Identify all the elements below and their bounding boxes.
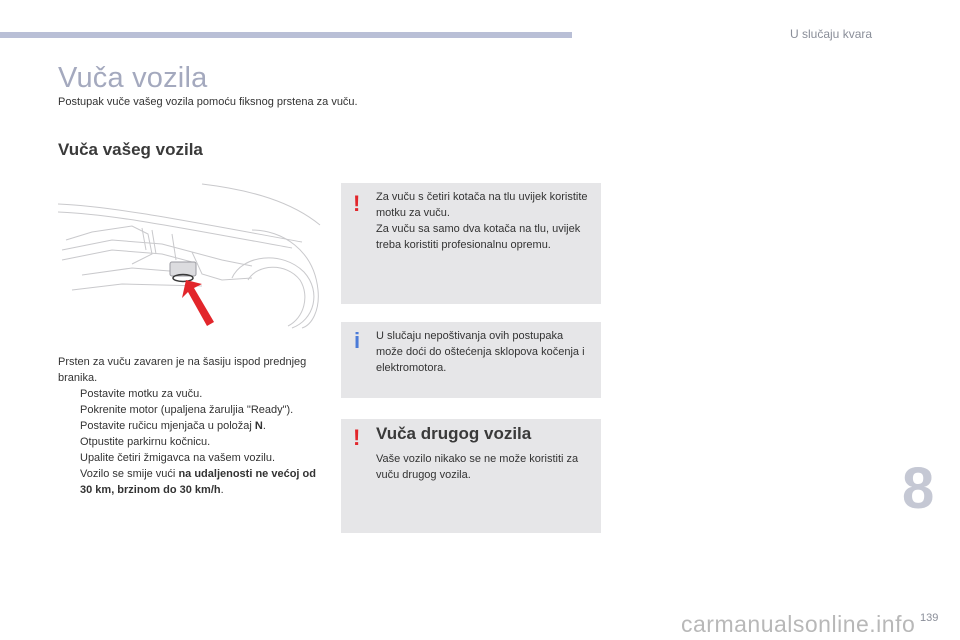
chapter-number: 8 bbox=[902, 456, 935, 521]
list-item: Postavite ručicu mjenjača u položaj N. bbox=[80, 420, 266, 432]
header-accent-bar bbox=[0, 32, 572, 38]
list-item: Pokrenite motor (upaljena žaruljia "Ready"). bbox=[80, 404, 294, 416]
warning-icon: ! bbox=[353, 191, 361, 216]
warning-text-2: Za vuču sa samo dva kotača na tlu, uvijek treba koristiti profesionalnu opremu. bbox=[376, 223, 581, 251]
info-icon: i bbox=[354, 328, 361, 353]
warning-box-four-wheels bbox=[341, 183, 601, 304]
towing-instructions bbox=[58, 354, 320, 498]
info-box-damage bbox=[341, 322, 601, 398]
steps-list bbox=[58, 386, 320, 498]
warning-box-towing-other bbox=[341, 419, 601, 533]
list-item: Otpustite parkirnu kočnicu. bbox=[80, 436, 211, 448]
warning-text: Vaše vozilo nikako se ne može koristiti za vuču drugog vozila. bbox=[376, 453, 579, 481]
page-title: Vuča vozila bbox=[58, 62, 208, 94]
towing-ring-illustration bbox=[52, 180, 324, 330]
list-item: Vozilo se smije vući na udaljenosti ne većoj od 30 km, brzinom do 30 km/h. bbox=[80, 468, 316, 496]
list-item: Postavite motku za vuču. bbox=[80, 388, 203, 400]
page-number: 139 bbox=[920, 612, 939, 624]
page-subtitle: Postupak vuče vašeg vozila pomoću fiksnog prstena za vuču. bbox=[58, 96, 358, 108]
pointer-arrow bbox=[182, 280, 214, 326]
intro-text: Prsten za vuču zavaren je na šasiju ispod prednjeg branika. bbox=[58, 356, 307, 384]
info-text: U slučaju nepoštivanja ovih postupaka može doći do oštećenja sklopova kočenja i elektromotora. bbox=[376, 330, 585, 374]
box-heading: Vuča drugog vozila bbox=[376, 424, 532, 443]
list-item: Upalite četiri žmigavca na vašem vozilu. bbox=[80, 452, 276, 464]
warning-text-1: Za vuču s četiri kotača na tlu uvijek koristite motku za vuču. bbox=[376, 191, 588, 219]
warning-icon: ! bbox=[353, 425, 361, 450]
section-name: U slučaju kvara bbox=[790, 27, 873, 41]
watermark: carmanualsonline.info bbox=[681, 611, 916, 637]
section-heading: Vuča vašeg vozila bbox=[58, 140, 203, 159]
